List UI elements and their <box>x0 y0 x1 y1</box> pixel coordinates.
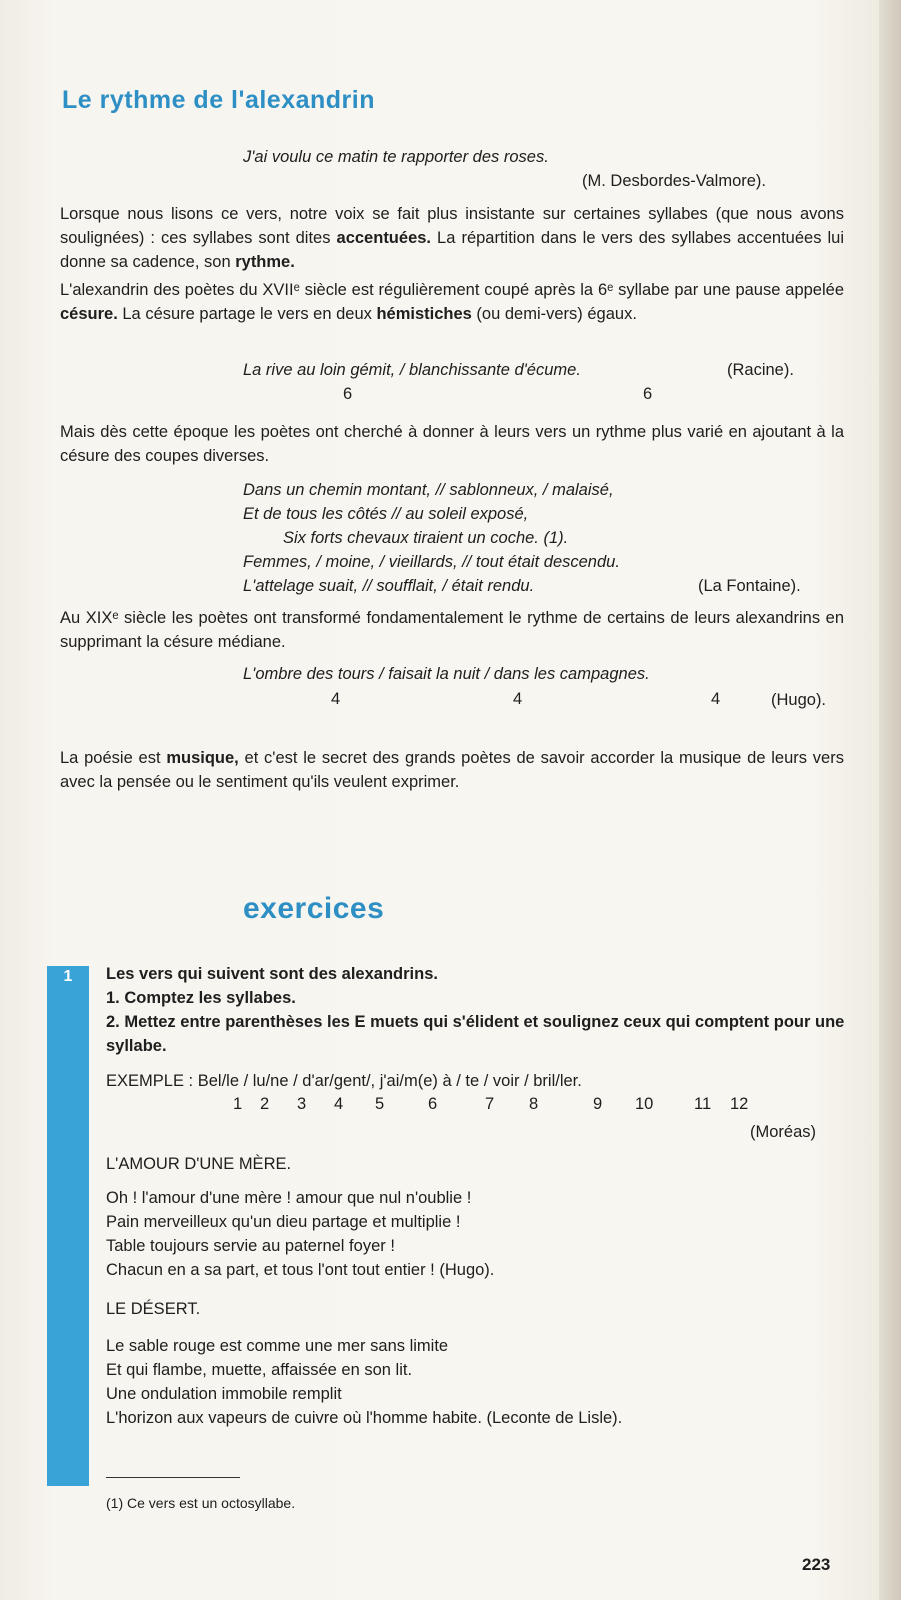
paragraph-accent <box>60 202 844 274</box>
syllable-count: 5 <box>375 1095 385 1113</box>
example-text: Bel/le / lu/ne / d'ar/gent/, j'ai/m(e) à / te / voir / bril/ler. <box>197 1072 582 1090</box>
paragraph-text: Lorsque nous lisons ce vers, notre voix se fait plus insistante sur certaines syllabes (que nous avons soulignées) : ces syllabes sont dites <box>60 205 844 247</box>
epigraph-verse: J'ai voulu ce matin te rapporter des roses. <box>243 148 549 166</box>
lafontaine-author: (La Fontaine). <box>698 577 801 595</box>
poem-line: L'horizon aux vapeurs de cuivre où l'homme habite. (Leconte de Lisle). <box>106 1409 623 1427</box>
syllable-count: 6 <box>643 385 653 403</box>
footnote-divider <box>106 1477 240 1478</box>
section-title: Le rythme de l'alexandrin <box>62 86 375 114</box>
instruction-line: 1. Comptez les syllabes. <box>106 989 296 1007</box>
example-author: (Moréas) <box>750 1123 817 1141</box>
lafontaine-line: Dans un chemin montant, // sablonneux, / malaisé, <box>243 481 614 499</box>
syllable-count: 6 <box>428 1095 438 1113</box>
paragraph-coupes: Mais dès cette époque les poètes ont cherché à donner à leurs vers un rythme plus varié en ajoutant à la césure des coupes diverses. <box>60 423 844 465</box>
epigraph-author: (M. Desbordes-Valmore). <box>582 172 766 190</box>
hugo-author: (Hugo). <box>771 691 827 709</box>
instruction-line: Les vers qui suivent sont des alexandrins. <box>106 965 438 983</box>
exercise-instructions <box>106 962 846 1058</box>
hugo-verse: L'ombre des tours / faisait la nuit / dans les campagnes. <box>243 665 650 683</box>
syllable-count: 4 <box>334 1095 344 1113</box>
exercise-number: 1 <box>63 968 73 985</box>
paragraph-text: L'alexandrin des poètes du XVIIᵉ siècle est régulièrement coupé après la 6ᵉ syllabe par une pause appelée <box>60 281 844 299</box>
page-number: 223 <box>802 1555 831 1574</box>
paragraph-text: et c'est le secret des grands poètes de savoir accorder la musique de leurs vers avec la pensée ou le sentiment qu'ils veulent exprimer. <box>60 749 844 791</box>
paragraph-xixe: Au XIXᵉ siècle les poètes ont transformé fondamentalement le rythme de certains de leurs alexandrins en supprimant la césure médiane. <box>60 609 844 651</box>
poem-line: Oh ! l'amour d'une mère ! amour que nul n'oublie ! <box>106 1189 472 1207</box>
syllable-count: 9 <box>593 1095 603 1113</box>
poem-title: LE DÉSERT. <box>106 1300 201 1318</box>
lafontaine-line: Six forts chevaux tiraient un coche. (1). <box>283 529 569 547</box>
racine-verse: La rive au loin gémit, / blanchissante d'écume. <box>243 361 581 379</box>
poem-line: Le sable rouge est comme une mer sans limite <box>106 1337 449 1355</box>
syllable-count: 2 <box>260 1095 270 1113</box>
lafontaine-line: Femmes, / moine, / vieillards, // tout était descendu. <box>243 553 620 571</box>
poem-line: Et qui flambe, muette, affaissée en son lit. <box>106 1361 413 1379</box>
paragraph-text: La césure partage le vers en deux <box>117 305 377 323</box>
paragraph-text: La poésie est <box>60 749 167 767</box>
example-label: EXEMPLE : <box>106 1072 194 1090</box>
syllable-count: 6 <box>343 385 353 403</box>
poem-line: Une ondulation immobile remplit <box>106 1385 342 1403</box>
term-musique: musique, <box>166 749 239 767</box>
term-cesure: césure. <box>60 305 118 323</box>
paragraph-text: La répartition dans le vers des syllabes accentuées lui donne sa cadence, son <box>60 229 844 271</box>
syllable-count: 11 <box>694 1095 712 1113</box>
syllable-count: 10 <box>635 1095 654 1113</box>
poem-line: Pain merveilleux qu'un dieu partage et multiplie ! <box>106 1213 461 1231</box>
exercise-sidebar-bar <box>47 966 89 1486</box>
paragraph-cesure <box>60 278 844 326</box>
syllable-count: 1 <box>233 1095 243 1113</box>
syllable-count: 7 <box>485 1095 495 1113</box>
lafontaine-line: L'attelage suait, // soufflait, / était rendu. <box>243 577 535 595</box>
instruction-line: 2. Mettez entre parenthèses les E muets qui s'élident et soulignez ceux qui comptent pour une syllabe. <box>106 1013 845 1055</box>
footnote: (1) Ce vers est un octosyllabe. <box>106 1495 296 1511</box>
example-line <box>106 1069 582 1093</box>
poem-title: L'AMOUR D'UNE MÈRE. <box>106 1155 292 1173</box>
term-hemistiches: hémistiches <box>376 305 472 323</box>
racine-author: (Racine). <box>727 361 794 379</box>
syllable-count: 4 <box>513 690 523 708</box>
term-accentuees: accentuées. <box>336 229 432 247</box>
syllable-count: 8 <box>529 1095 539 1113</box>
syllable-count: 12 <box>730 1095 749 1113</box>
syllable-count: 4 <box>331 690 341 708</box>
syllable-count: 4 <box>711 690 721 708</box>
term-rythme: rythme. <box>235 253 295 271</box>
lafontaine-line: Et de tous les côtés // au soleil exposé, <box>243 505 529 523</box>
syllable-count: 3 <box>297 1095 307 1113</box>
page-binding-edge <box>879 0 901 1600</box>
paragraph-musique <box>60 746 844 794</box>
exercises-title: exercices <box>243 892 385 925</box>
poem-line: Chacun en a sa part, et tous l'ont tout entier ! (Hugo). <box>106 1261 495 1279</box>
paragraph-text: (ou demi-vers) égaux. <box>471 305 637 323</box>
poem-line: Table toujours servie au paternel foyer ! <box>106 1237 395 1255</box>
